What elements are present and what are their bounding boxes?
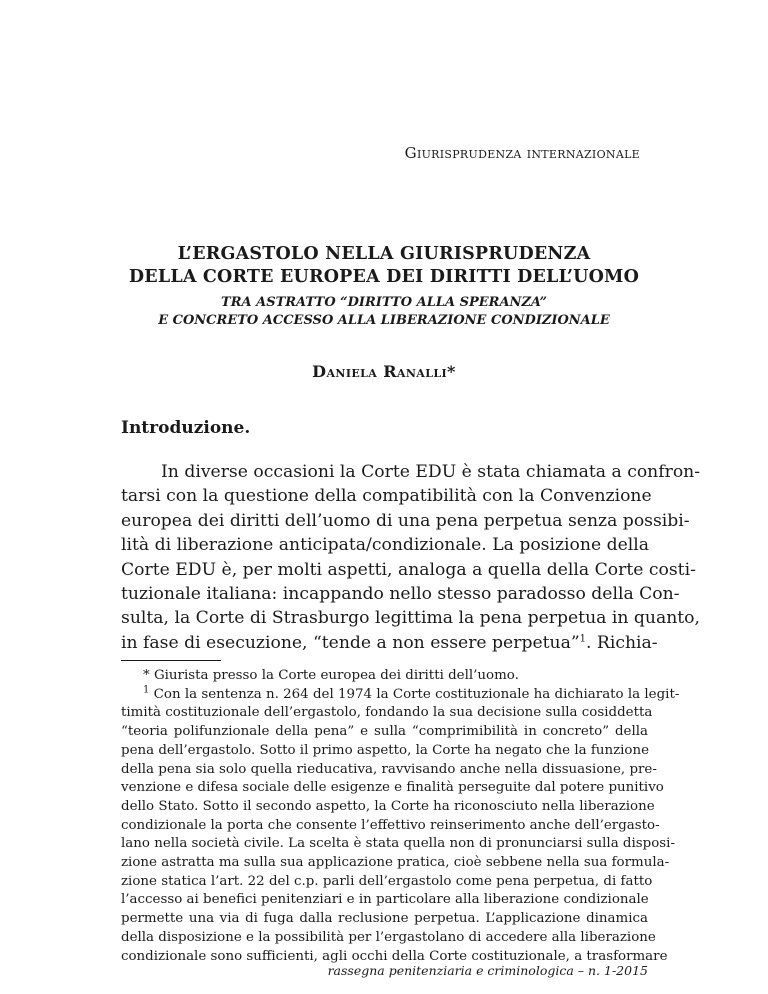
article-title-block	[120, 243, 648, 330]
body-line: tarsi con la questione della compatibilità con la Convenzione	[121, 486, 652, 507]
footnote-line: condizionale sono sufficienti, agli occhi della Corte costituzionale, a trasformare	[121, 948, 668, 964]
footnote-line: permette una via di fuga dalla reclusione perpetua. L’applicazione dinamica	[121, 911, 648, 927]
body-line	[121, 631, 658, 655]
footnote-line	[121, 684, 680, 705]
footnote-divider	[121, 660, 221, 661]
body-line: In diverse occasioni la Corte EDU è stata chiamata a confron-	[161, 462, 701, 482]
body-line-text: . Richia-	[586, 632, 658, 653]
section-heading: Introduzione.	[121, 418, 251, 438]
body-line: europea dei diritti dell’uomo di una pena perpetua senza possibi-	[121, 510, 690, 531]
footnote-line: dello Stato. Sotto il secondo aspetto, la Corte ha riconosciuto nella liberazione	[121, 798, 655, 814]
article-title-line: DELLA CORTE EUROPEA DEI DIRITTI DELL’UOMO	[128, 267, 640, 287]
article-subtitle	[120, 294, 648, 330]
footnote-line: lano nella società civile. La scelta è stata quella non di pronunciarsi sulla disposi-	[121, 836, 675, 852]
body-paragraph	[121, 460, 701, 655]
footnote-line: della disposizione e la possibilità per l’ergastolano di accedere alla liberazione	[121, 929, 656, 945]
body-line-text: in fase di esecuzione, “tende a non essere perpetua”	[121, 632, 580, 653]
body-line: tuzionale italiana: incappando nello stesso paradosso della Con-	[121, 584, 680, 605]
body-line: sulta, la Corte di Strasburgo legittima la pena perpetua in quanto,	[121, 608, 700, 629]
footnote-line: zione astratta ma sulla sua applicazione pratica, cioè sebbene nella sua formula-	[121, 855, 670, 871]
running-head: Giurisprudenza internazionale	[404, 144, 640, 162]
article-subtitle-line: TRA ASTRATTO “DIRITTO ALLA SPERANZA”	[221, 295, 547, 310]
footnote-line: timità costituzionale dell’ergastolo, fondando la sua decisione sulla cosiddetta	[121, 705, 653, 721]
footnote-ref-marker: 1	[579, 633, 586, 645]
footnote-line: venzione e difesa sociale delle esigenze e finalità perseguite dal potere punitivo	[121, 780, 664, 796]
footnote-line: condizionale la porta che consente l’effettivo reinserimento anche dell’ergasto-	[121, 817, 660, 833]
body-line: lità di liberazione anticipata/condizionale. La posizione della	[121, 535, 650, 556]
footnote-line: zione statica l’art. 22 del c.p. parli dell’ergastolo come pena perpetua, di fatto	[121, 873, 653, 889]
author-name: Daniela Ranalli*	[312, 362, 456, 381]
footnotes	[121, 667, 680, 966]
footnote-marker: 1	[143, 684, 150, 696]
footnote-line: “teoria polifunzionale della pena” e sulla “comprimibilità in concreto” della	[121, 724, 648, 740]
footnote-line: pena dell’ergastolo. Sotto il primo aspetto, la Corte ha negato che la funzione	[121, 742, 650, 758]
footnote-line: della pena sia solo quella rieducativa, ravvisando anche nella dissuasione, pre-	[121, 761, 657, 777]
article-title-line: L’ERGASTOLO NELLA GIURISPRUDENZA	[177, 244, 591, 264]
footnote-author: * Giurista presso la Corte europea dei diritti dell’uomo.	[143, 668, 519, 683]
footnote-line: l’accesso ai benefici penitenziari e in particolare alla liberazione condizionale	[121, 892, 649, 908]
footnote-line-text: Con la sentenza n. 264 del 1974 la Corte costituzionale ha dichiarato la legit-	[153, 686, 680, 702]
article-subtitle-line: E CONCRETO ACCESSO ALLA LIBERAZIONE CONDIZIONALE	[158, 313, 610, 328]
body-line: Corte EDU è, per molti aspetti, analoga a quella della Corte costi-	[121, 559, 696, 580]
running-footer: rassegna penitenziaria e criminologica – n. 1-2015	[327, 963, 648, 978]
